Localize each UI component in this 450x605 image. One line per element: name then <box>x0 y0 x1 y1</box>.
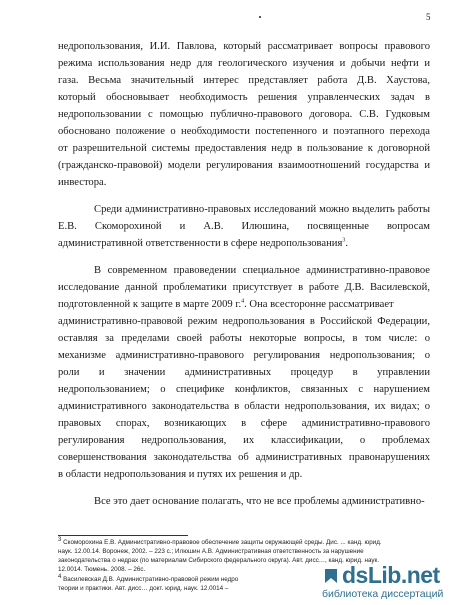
body-line: механизме административно-правового регулирования недропользования; о <box>58 350 430 361</box>
footnote-line: теории и практики. Авт. дисс… докт. юрид. наук. 12.0014 – <box>58 585 229 592</box>
body-line: от разрешительной системы предоставления недр в пользование к договорной <box>58 143 430 154</box>
body-line: обосновано положение о необходимости постепенного и поэтапного перехода <box>58 126 430 137</box>
body-line: Среди административно-правовых исследований можно выделить работы <box>94 204 430 215</box>
footnote-ref-3: 3 <box>342 237 346 244</box>
body-line: Е.В. Скоморохиной и А.В. Илюшина, посвященные вопросам <box>58 221 430 232</box>
site-logo: dsLib.net <box>342 562 440 588</box>
body-line: административно-правовой режим недропользования в Российской Федерации, <box>58 316 430 327</box>
body-line: административного законодательства в области недропользования, их видах; о <box>58 401 430 412</box>
body-line: оставляя за пределами своей работы некоторые вопросы, в том числе: о <box>58 333 430 344</box>
body-line: режима использования недр для геологического изучения и добычи нефти и <box>58 58 430 69</box>
body-line: исследование данной проблематики присутствует в работе Д.В. Василевской, <box>58 282 430 293</box>
body-line: Все это дает основание полагать, что не все проблемы административно- <box>94 496 425 507</box>
body-line: который обосновывает необходимость решения управленческих задач в <box>58 92 430 103</box>
body-line: инвестора. <box>58 177 107 188</box>
footnote-3 <box>58 536 430 548</box>
body-line: газа. Весьма значительный интерес представляет работа Д.В. Хаустова, <box>58 75 430 86</box>
bookmark-icon <box>324 568 338 584</box>
body-line <box>58 298 430 311</box>
footnote-mark: 3 <box>58 536 62 543</box>
footnote-line: законодательства о недрах (по материалам Сибирского федерального округа). Авт. дисс…, канд. юрид. наук. <box>58 557 380 564</box>
footnote-ref-4: 4 <box>241 298 245 305</box>
body-line: регулирования недропользования, их классификации, о проблемах <box>58 435 430 446</box>
body-line: недропользованием; о специфике конфликтов, связанных с нарушением <box>58 384 430 395</box>
page-number: 5 <box>426 12 431 22</box>
body-line: В современном правоведении специальное административно-правовое <box>94 265 430 276</box>
body-line: совершенствования законодательства об административных правонарушениях <box>58 452 430 463</box>
footnote-line: наук. 12.00.14. Воронеж, 2002. – 223 с.; Илюшин А.В. Административная ответственность за нарушение <box>58 548 364 555</box>
footnote-line: 12.0014. Тюмень. 2008. – 26с. <box>58 566 146 573</box>
body-line: (гражданско-правовой) модели регулирования взаимоотношений государства и <box>58 160 430 171</box>
body-line: недропользовании с помощью публично-правового договора. С.В. Гудковым <box>58 109 430 120</box>
scan-dot <box>259 16 261 18</box>
footnote-separator <box>58 535 188 536</box>
body-line: недропользования, И.И. Павлова, который рассматривает вопросы правового <box>58 41 430 52</box>
footnote-mark: 4 <box>58 573 62 580</box>
site-watermark[interactable] <box>320 562 450 605</box>
body-line: в области недропользования и путях их решения и др. <box>58 469 303 480</box>
body-line-text: подготовленной к защите в марте 2009 г. <box>58 299 242 310</box>
body-line-text: административной ответственности в сфере недропользования <box>58 238 343 249</box>
body-line-text: . Она всесторонне рассматривает <box>244 299 394 310</box>
body-line: административной ответственности в сфере недропользования$^3$. <box>58 237 348 249</box>
footnote-text: Скоморохина Е.В. Административно-правовое обеспечение защиты окружающей среды. Дис. ... канд. юрид. <box>63 539 382 546</box>
body-line: роли и значении административных процедур в управлении <box>58 367 430 378</box>
footnote-text: Василевская Д.В. Административно-правовой режим недро <box>63 576 239 583</box>
body-line: правовых спорах, возникающих в сфере административно-правового <box>58 418 430 429</box>
site-tagline: библиотека диссертаций <box>322 588 444 600</box>
